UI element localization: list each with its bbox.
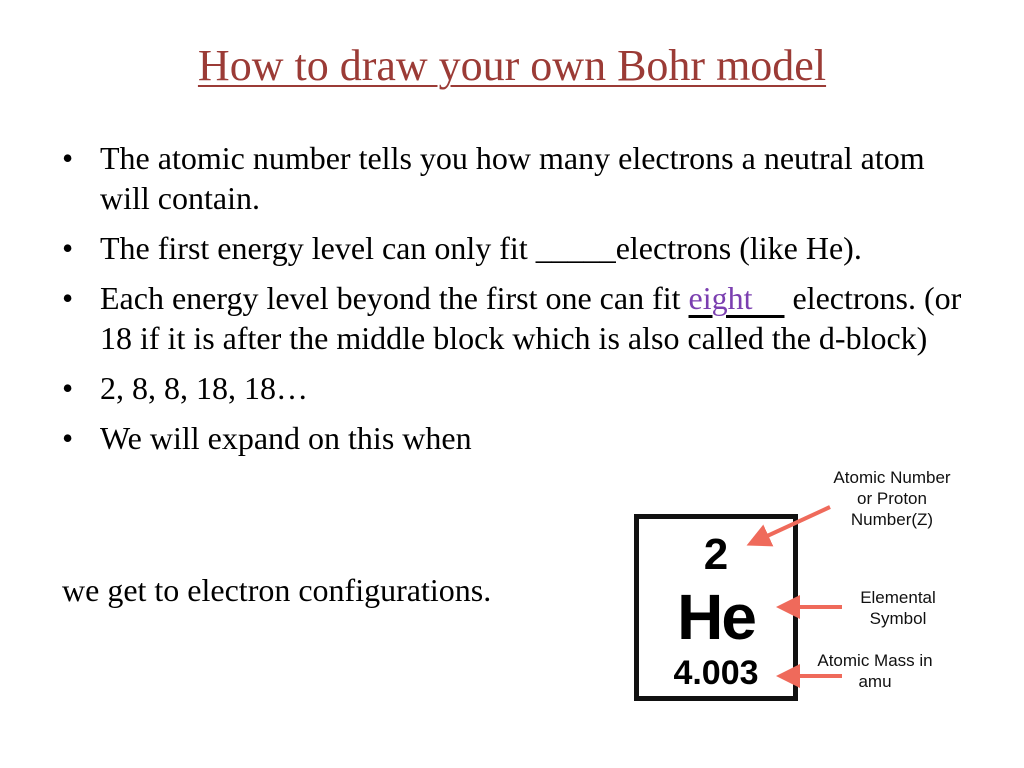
bullet-text: The first energy level can only fit _____electrons (like He). xyxy=(100,230,862,266)
callout-line: Elemental xyxy=(860,588,936,607)
slide-title: How to draw your own Bohr model xyxy=(197,41,827,90)
bullet-text: We will expand on this when xyxy=(100,420,472,456)
bullet-text: Each energy level beyond the first one can fit xyxy=(100,280,689,316)
fill-in-answer: eight xyxy=(688,280,753,316)
callout-line: Number(Z) xyxy=(850,510,934,529)
element-symbol: He xyxy=(677,581,755,653)
atomic-mass: 4.003 xyxy=(673,654,759,692)
callout-line: or Proton xyxy=(857,489,927,508)
continuation-text: we get to electron configurations. xyxy=(62,572,492,608)
bullet-text: 2, 8, 8, 18, 18… xyxy=(100,370,308,406)
atomic-number: 2 xyxy=(703,530,729,579)
callout-line: Symbol xyxy=(869,609,927,628)
callout-line: Atomic Number xyxy=(833,468,951,487)
bullet-marker: • xyxy=(62,230,74,266)
bullet-marker: • xyxy=(62,420,74,456)
bullet-text: The atomic number tells you how many electrons a neutral atom will contain. xyxy=(100,140,925,216)
bullet-marker: • xyxy=(62,280,74,316)
callout-line: amu xyxy=(858,672,892,691)
arrow-to-atomic-number xyxy=(752,507,830,543)
bullet-marker: • xyxy=(62,370,74,406)
callout-line: Atomic Mass in xyxy=(817,651,933,670)
bullet-marker: • xyxy=(62,140,74,176)
bullet-text-continued: electrons. (or 18 if it is after the middle block which is also called the d-block) xyxy=(100,280,962,356)
